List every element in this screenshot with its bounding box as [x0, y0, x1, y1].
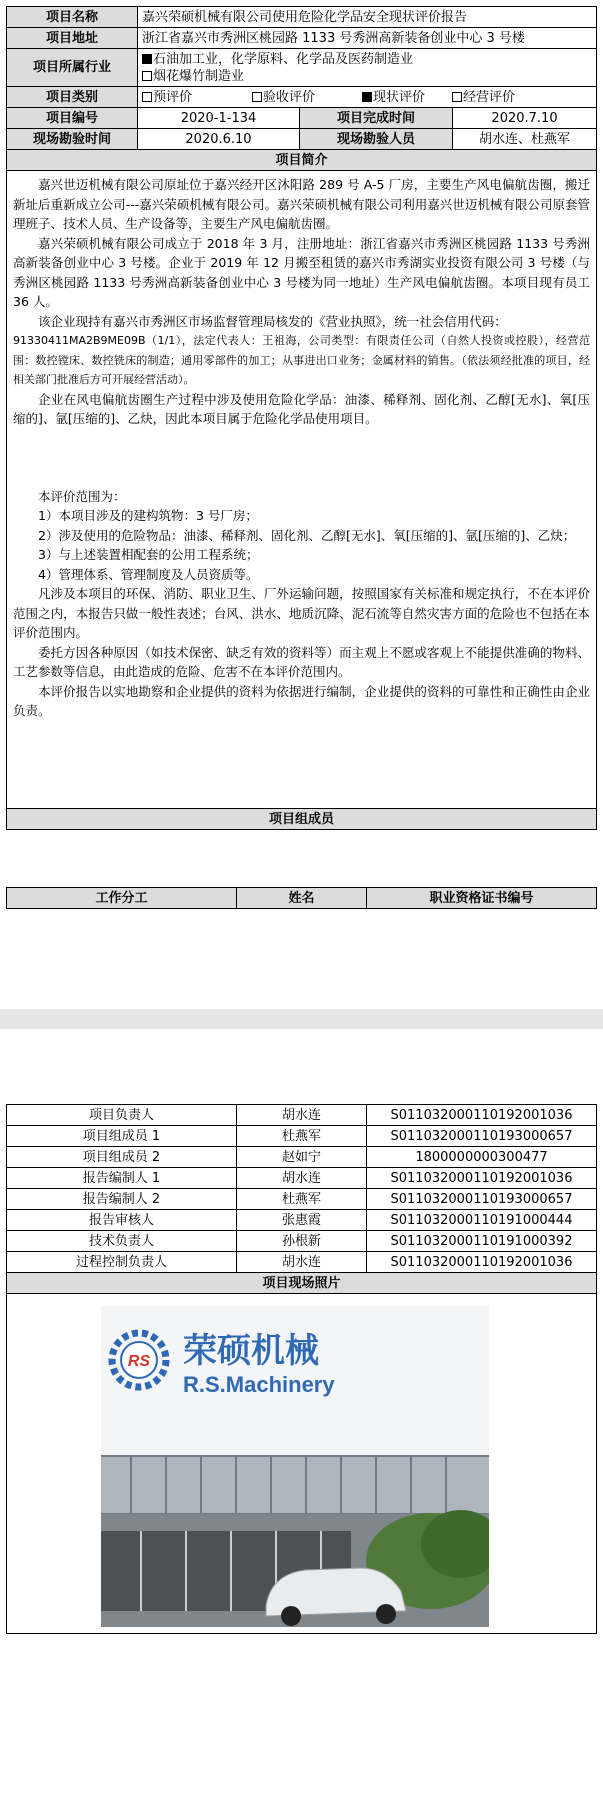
member-cert: S011032000110193000657	[367, 1126, 597, 1147]
column-role: 工作分工	[7, 888, 237, 909]
site-photo	[101, 1306, 489, 1627]
page-separator	[0, 1009, 603, 1029]
intro-paragraph: 嘉兴世迈机械有限公司原址位于嘉兴经开区沐阳路 289 号 A-5 厂房，主要生产风电偏航齿圈，搬迁新址后重新成立公司---嘉兴荣硕机械有限公司。嘉兴荣硕机械有限公司利用嘉兴世迈机械有限公司原套管理班子、技术人员、生产设备等，主要生产风电偏航齿圈。	[13, 177, 591, 231]
logo-mark-text: RS	[127, 1353, 151, 1370]
category-option-acceptance: 验收评价	[252, 89, 362, 106]
logo-chinese-text: 荣硕机械	[183, 1331, 319, 1371]
project-address-label: 项目地址	[7, 28, 138, 49]
column-cert-number: 职业资格证书编号	[367, 888, 597, 909]
member-role: 项目负责人	[7, 1105, 237, 1126]
member-role: 报告编制人 1	[7, 1168, 237, 1189]
table-row	[7, 1252, 597, 1273]
category-option-pre: 预评价	[142, 89, 252, 106]
member-name: 杜燕军	[237, 1126, 367, 1147]
category-option-current: 现状评价	[362, 89, 452, 106]
member-role: 报告编制人 2	[7, 1189, 237, 1210]
member-cert: S011032000110191000392	[367, 1231, 597, 1252]
member-name: 张惠霞	[237, 1210, 367, 1231]
logo-english-text: R.S.Machinery	[183, 1372, 335, 1397]
intro-paragraph: 企业在风电偏航齿圈生产过程中涉及使用危险化学品：油漆、稀释剂、固化剂、乙醇[无水]、氧[压缩的]、氩[压缩的]、乙炔，因此本项目属于危险化学品使用项目。	[13, 391, 591, 426]
unchecked-box-icon	[142, 92, 152, 102]
unchecked-box-icon	[452, 92, 462, 102]
intro-paragraph: 本评价报告以实地勘察和企业提供的资料为依据进行编制，企业提供的资料的可靠性和正确性由企业负责。	[13, 683, 591, 718]
member-cert: 1800000000300477	[367, 1147, 597, 1168]
scope-item: 2）涉及使用的危险物品：油漆、稀释剂、固化剂、乙醇[无水]、氧[压缩的]、氩[压缩的]、乙炔；	[38, 527, 576, 543]
table-row	[7, 1147, 597, 1168]
column-name: 姓名	[237, 888, 367, 909]
member-cert: S011032000110191000444	[367, 1210, 597, 1231]
intro-heading: 项目简介	[7, 150, 597, 171]
member-name: 胡水连	[237, 1105, 367, 1126]
project-number-value: 2020-1-134	[138, 108, 300, 129]
survey-time-value: 2020.6.10	[138, 129, 300, 150]
unchecked-box-icon	[142, 71, 152, 81]
intro-paragraph: 委托方因各种原因（如技术保密、缺乏有效的资料等）而主观上不愿或客观上不能提供准确的物料、工艺参数等信息，由此造成的危险、危害不在本评价范围内。	[13, 644, 591, 679]
member-cert: S011032000110193000657	[367, 1189, 597, 1210]
intro-body	[7, 171, 597, 809]
members-heading: 项目组成员	[7, 809, 597, 830]
photo-heading: 项目现场照片	[7, 1273, 597, 1294]
industry-option-petrochemical: 石油加工业，化学原料、化学品及医药制造业	[142, 51, 592, 68]
project-address-value: 浙江省嘉兴市秀洲区桃园路 1133 号秀洲高新装备创业中心 3 号楼	[138, 28, 597, 49]
project-category-label: 项目类别	[7, 87, 138, 108]
survey-time-label: 现场勘验时间	[7, 129, 138, 150]
unchecked-box-icon	[252, 92, 262, 102]
checked-box-icon	[362, 92, 372, 102]
table-row	[7, 1168, 597, 1189]
scope-item: 4）管理体系、管理制度及人员资质等。	[38, 566, 259, 582]
member-cert: S011032000110192001036	[367, 1252, 597, 1273]
table-row	[7, 1189, 597, 1210]
member-role: 报告审核人	[7, 1210, 237, 1231]
scope-heading: 本评价范围为：	[38, 488, 126, 504]
industry-option-fireworks: 烟花爆竹制造业	[142, 68, 592, 85]
car-wheel	[376, 1604, 396, 1624]
intro-paragraph: 该企业现持有嘉兴市秀洲区市场监督管理局核发的《营业执照》，统一社会信用代码：	[38, 313, 507, 329]
member-name: 杜燕军	[237, 1189, 367, 1210]
category-option-operation: 经营评价	[452, 89, 542, 106]
scope-item: 3）与上述装置相配套的公用工程系统；	[38, 547, 259, 562]
spacer	[13, 429, 590, 487]
member-name: 胡水连	[237, 1252, 367, 1273]
members-header-table	[6, 887, 597, 909]
project-category-options	[138, 87, 597, 108]
member-name: 孙根新	[237, 1231, 367, 1252]
checked-box-icon	[142, 54, 152, 64]
project-industry-label: 项目所属行业	[7, 49, 138, 87]
member-role: 技术负责人	[7, 1231, 237, 1252]
table-row	[7, 1126, 597, 1147]
table-row	[7, 1105, 597, 1126]
completion-time-value: 2020.7.10	[453, 108, 597, 129]
project-name-value: 嘉兴荣硕机械有限公司使用危险化学品安全现状评价报告	[138, 7, 597, 28]
table-row	[7, 1231, 597, 1252]
intro-text	[7, 171, 596, 721]
intro-paragraph: 凡涉及本项目的环保、消防、职业卫生、厂外运输问题，按照国家有关标准和规定执行，不在本评价范围之内，本报告只做一般性表述；台风、洪水、地质沉降、泥石流等自然灾害方面的危险也不包括在本评价范围内。	[13, 586, 591, 640]
member-cert: S011032000110192001036	[367, 1105, 597, 1126]
project-name-label: 项目名称	[7, 7, 138, 28]
surveyors-label: 现场勘验人员	[300, 129, 453, 150]
intro-paragraph: 嘉兴荣硕机械有限公司成立于 2018 年 3 月，注册地址：浙江省嘉兴市秀洲区桃园路 1133 号秀洲高新装备创业中心 3 号楼。企业于 2019 年 12 月搬至租赁的嘉兴市秀湖实业投资有限公司 3 号楼（与秀洲区桃园路 1133 号秀洲高新装备创业中心 3 号楼为同一地址）生产风电偏航齿圈。本项目现有员工 36 人。	[13, 235, 591, 309]
member-cert: S011032000110192001036	[367, 1168, 597, 1189]
member-role: 过程控制负责人	[7, 1252, 237, 1273]
site-photo-drawing	[101, 1306, 489, 1627]
table-row	[7, 1210, 597, 1231]
member-role: 项目组成员 2	[7, 1147, 237, 1168]
car-wheel	[281, 1606, 301, 1626]
project-industry-options	[138, 49, 597, 87]
surveyors-value: 胡水连、杜燕军	[453, 129, 597, 150]
member-name: 胡水连	[237, 1168, 367, 1189]
member-role: 项目组成员 1	[7, 1126, 237, 1147]
scope-item: 1）本项目涉及的建构筑物：3 号厂房；	[38, 508, 258, 523]
project-number-label: 项目编号	[7, 108, 138, 129]
intro-paragraph: 91330411MA2B9ME09B（1/1），法定代表人：王祖海，公司类型：有限责任公司（自然人投资或控股），经营范围：数控镗床、数控铣床的制造；通用零部件的加工；从事进出口业务；金属材料的销售。（依法须经批准的项目，经相关部门批准后方可开展经营活动）。	[13, 334, 591, 386]
project-info-table	[6, 6, 597, 830]
window-band	[101, 1456, 489, 1514]
completion-time-label: 项目完成时间	[300, 108, 453, 129]
member-name: 赵如宁	[237, 1147, 367, 1168]
